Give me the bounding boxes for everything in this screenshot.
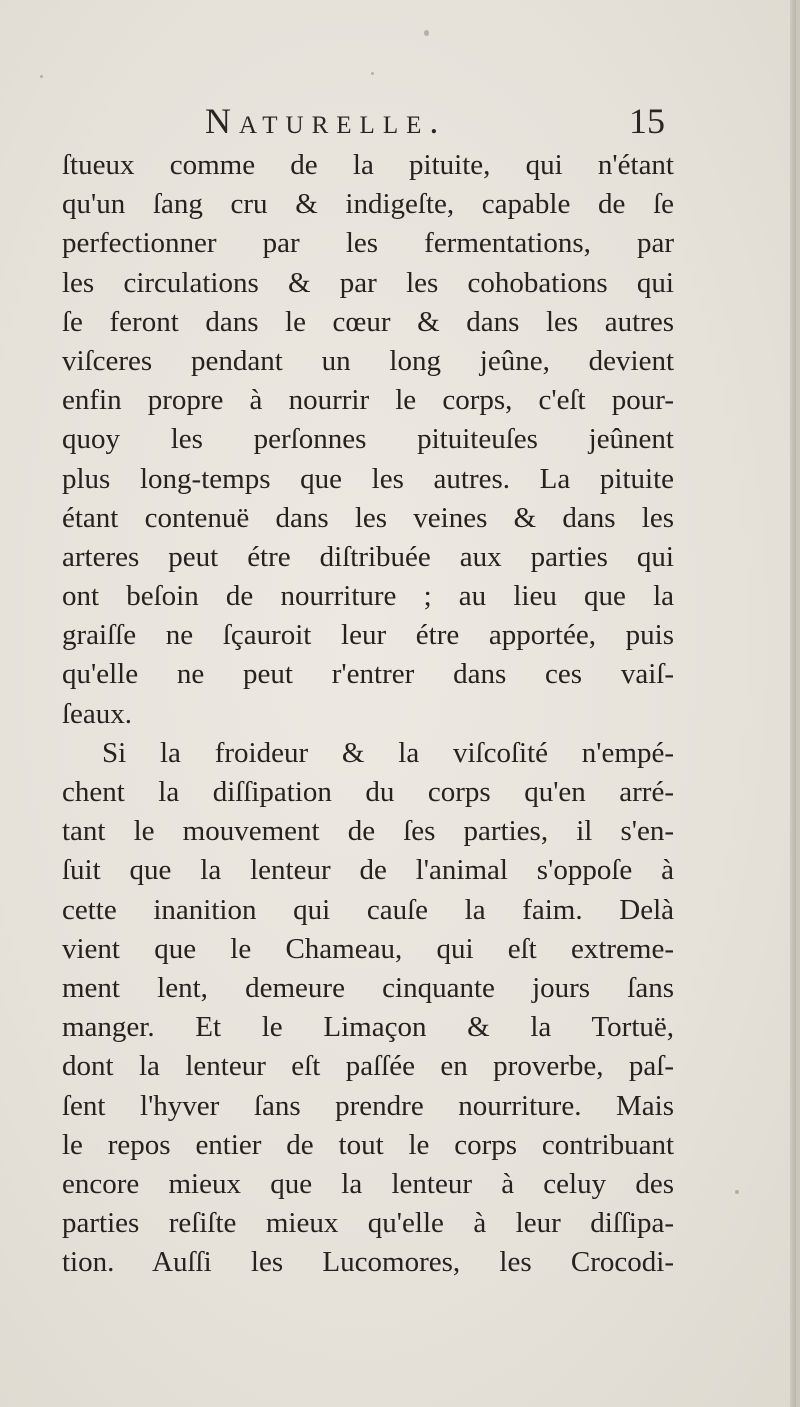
text-line: Si la froideur & la viſcoſité n'empé- <box>102 736 674 769</box>
text-line: ſtueux comme de la pituite, qui n'étant <box>62 149 674 181</box>
text-line: ont beſoin de nourriture ; au lieu que la <box>62 580 674 613</box>
text-line: dont la lenteur eſt paſſée en proverbe, paſ- <box>62 1050 674 1083</box>
ink-speck <box>40 75 43 78</box>
text-line: tion. Auſſi les Lucomores, les Crocodi- <box>62 1246 674 1279</box>
ink-speck <box>424 30 429 36</box>
text-line: les circulations & par les cohobations qui <box>62 266 674 299</box>
text-line: étant contenuë dans les veines & dans les <box>62 501 674 534</box>
paragraph <box>62 734 674 1283</box>
paragraph <box>62 146 674 734</box>
page-number: 15 <box>629 101 665 141</box>
text-line: manger. Et le Limaçon & la Tortuë, <box>62 1011 674 1044</box>
running-title: Naturelle. <box>205 101 447 141</box>
text-line: perfectionner par les fermentations, par <box>62 227 674 260</box>
text-line: vient que le Chameau, qui eſt extreme- <box>62 932 674 965</box>
text-line: le repos entier de tout le corps contribuant <box>62 1128 674 1161</box>
body-text <box>62 146 674 1282</box>
text-line: ſent l'hyver ſans prendre nourriture. Mais <box>62 1089 674 1122</box>
text-line: arteres peut étre diſtribuée aux parties qui <box>62 540 674 573</box>
text-line: plus long-temps que les autres. La pituite <box>62 462 674 495</box>
text-line: ſuit que la lenteur de l'animal s'oppoſe à <box>62 854 674 887</box>
text-line: chent la diſſipation du corps qu'en arré- <box>62 776 674 808</box>
text-line: ſe feront dans le cœur & dans les autres <box>62 305 674 338</box>
text-line: enfin propre à nourrir le corps, c'eſt pour- <box>62 384 674 417</box>
page-header <box>205 100 665 146</box>
text-line: tant le mouvement de ſes parties, il s'en- <box>62 815 674 848</box>
text-line: cette inanition qui cauſe la faim. Delà <box>62 893 674 926</box>
ink-speck <box>371 72 374 75</box>
text-line: qu'un ſang cru & indigeſte, capable de ſe <box>62 188 674 221</box>
ink-speck <box>735 1190 739 1194</box>
page-edge <box>790 0 796 1407</box>
text-line: ment lent, demeure cinquante jours ſans <box>62 971 674 1004</box>
text-line: ſeaux. <box>62 697 133 730</box>
text-line: graiſſe ne ſçauroit leur étre apportée, puis <box>62 619 674 652</box>
text-line: quoy les perſonnes pituiteuſes jeûnent <box>62 423 674 456</box>
text-line: encore mieux que la lenteur à celuy des <box>62 1167 674 1200</box>
text-line: qu'elle ne peut r'entrer dans ces vaiſ- <box>62 658 674 691</box>
text-line: parties reſiſte mieux qu'elle à leur diſſipa- <box>62 1207 674 1240</box>
text-line: viſceres pendant un long jeûne, devient <box>62 344 674 377</box>
